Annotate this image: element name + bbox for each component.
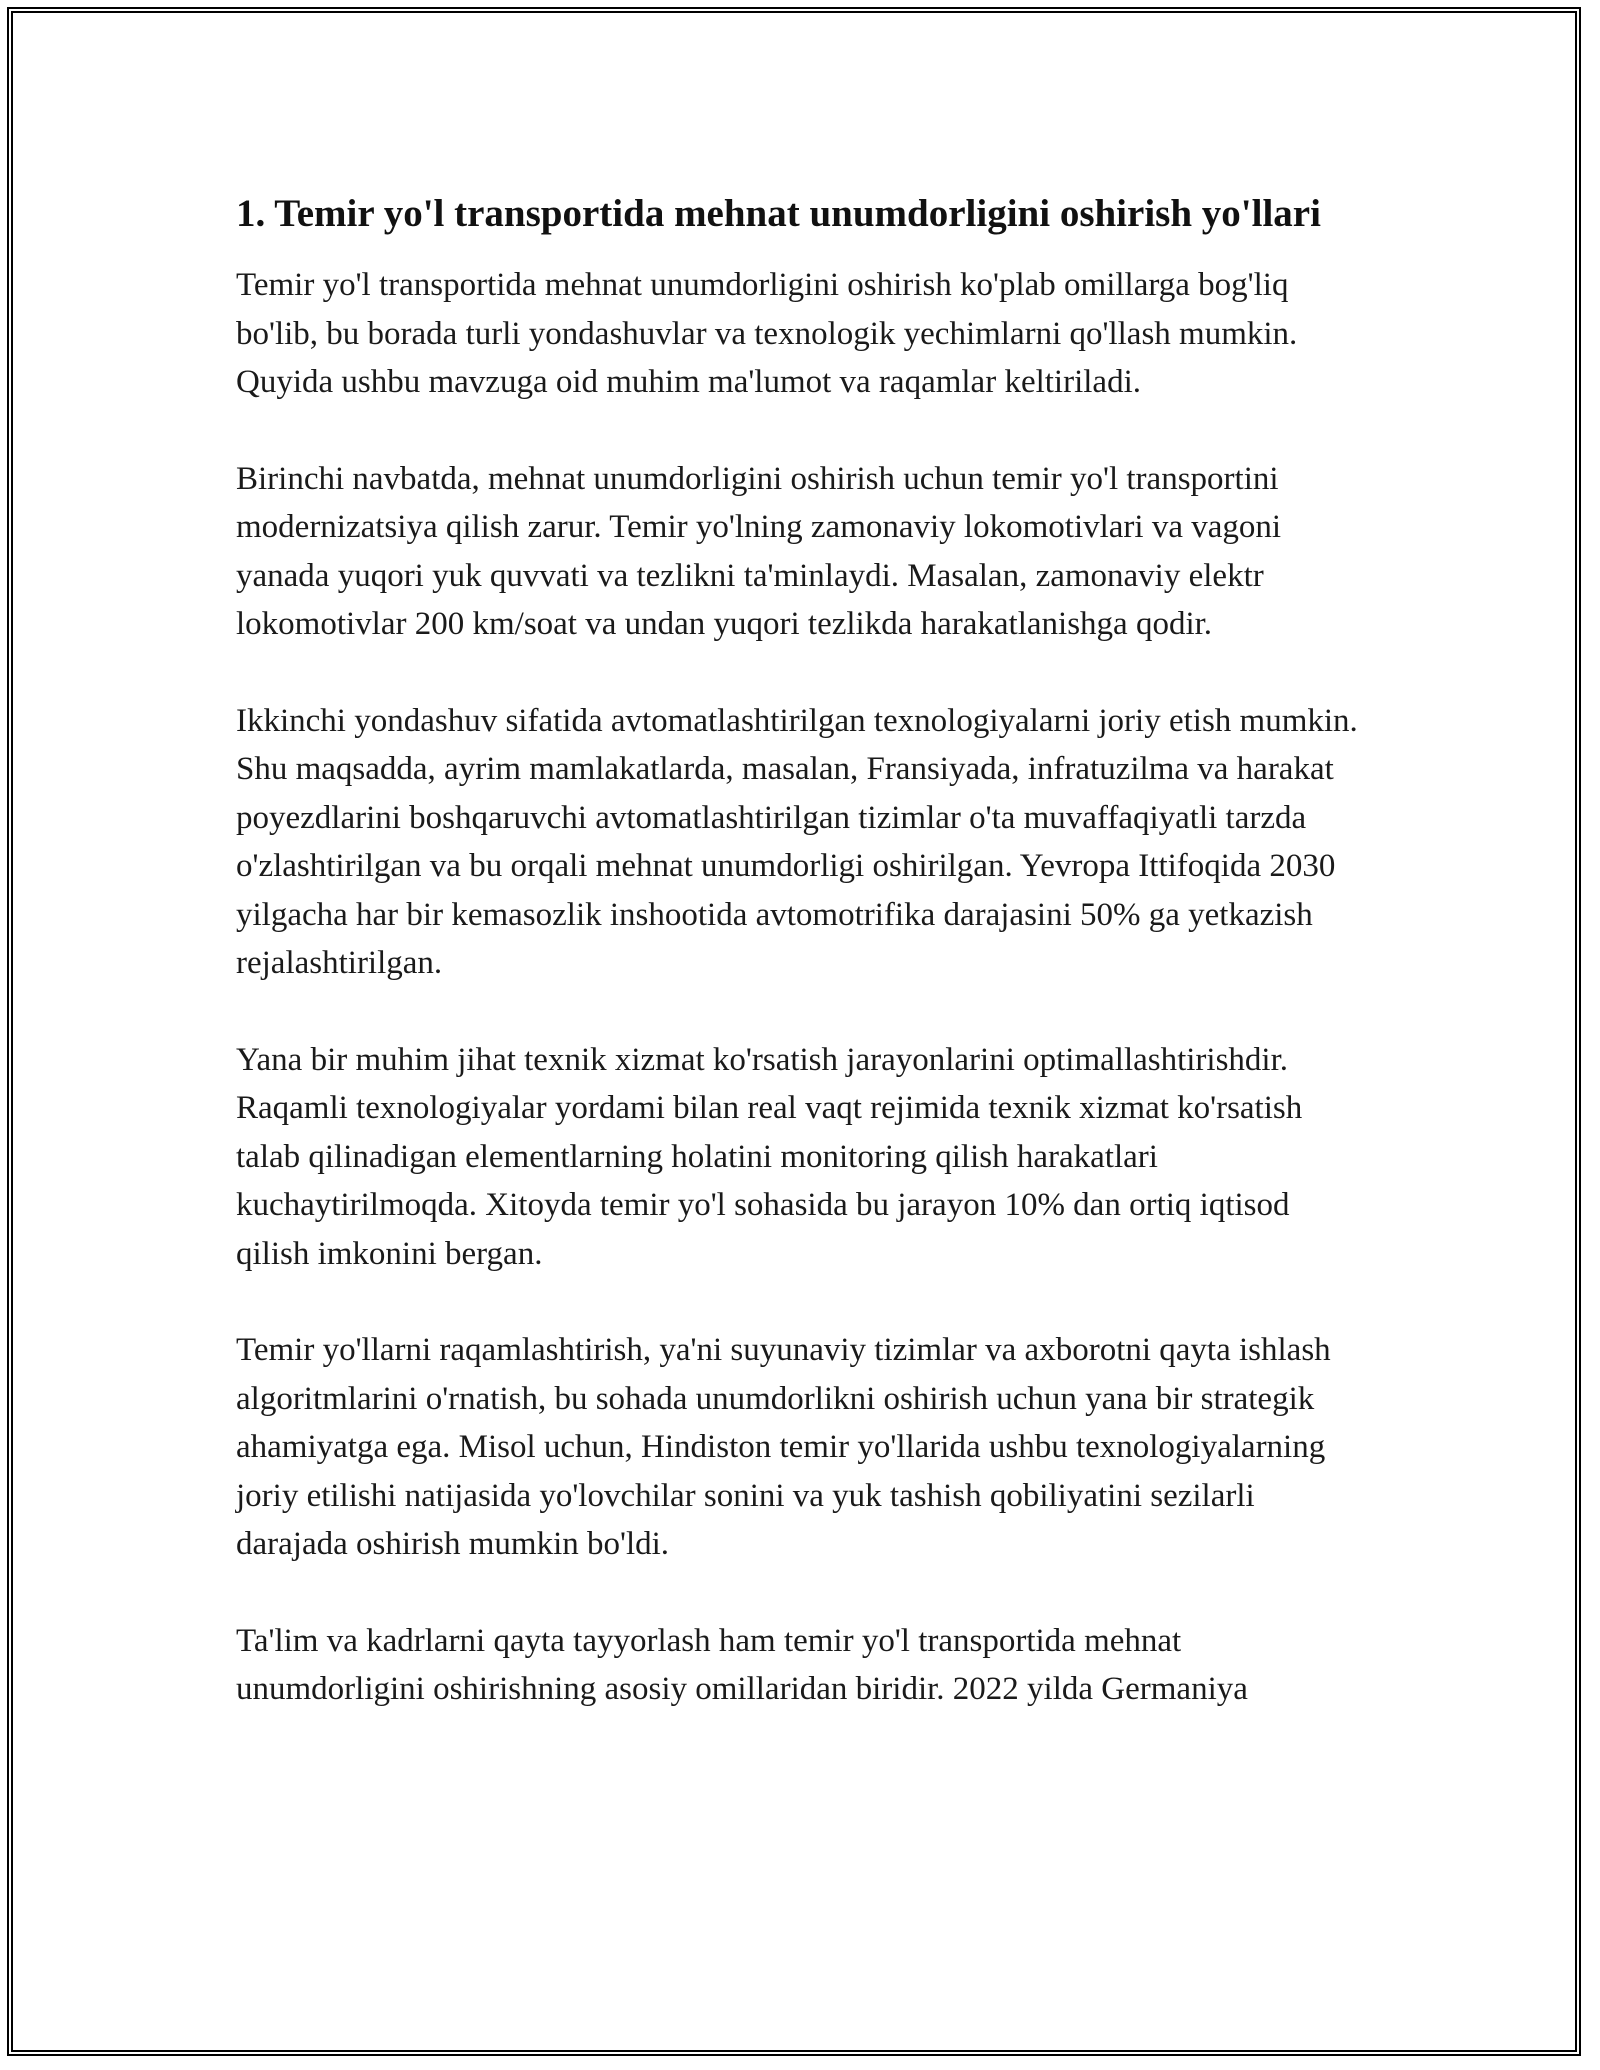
paragraph-modernization: Birinchi navbatda, mehnat unumdorligini oshirish uchun temir yo'l transportini modernizatsiya qilish zarur. Temir yo'lning zamonaviy lokomotivlari va vagoni yanada yuqori yuk quvvati va tezlikni ta'minlaydi. Masalan, zamonaviy elektr lokomotivlar 200 km/soat va undan yuqori tezlikda harakatlanishga qodir. [236, 460, 1282, 642]
paragraph-automation: Ikkinchi yondashuv sifatida avtomatlashtirilgan texnologiyalarni joriy etish mumkin. Shu maqsadda, ayrim mamlakatlarda, masalan, Fransiyada, infratuzilma va harakat poyezdlarini boshqaruvchi avtomatlashtirilgan tizimlar o'ta muvaffaqiyatli tarzda o'zlashtirilgan va bu orqali mehnat unumdorligi oshirilgan. Yevropa Ittifoqida 2030 yilgacha har bir kemasozlik inshootida avtomotrifika darajasini 50% ga yetkazish rejalashtirilgan. [236, 702, 1358, 981]
paragraph-maintenance: Yana bir muhim jihat texnik xizmat ko'rsatish jarayonlarini optimallashtirishdir. Raqamli texnologiyalar yordami bilan real vaqt rejimida texnik xizmat ko'rsatish talab qilinadigan elementlarning holatini monitoring qilish harakatlari kuchaytirilmoqda. Xitoyda temir yo'l sohasida bu jarayon 10% dan ortiq iqtisod qilish imkonini bergan. [236, 1041, 1303, 1272]
paragraph-education: Ta'lim va kadrlarni qayta tayyorlash ham temir yo'l transportida mehnat unumdorligini oshirishning asosiy omillaridan biridir. 2022 yilda Germaniya [236, 1622, 1248, 1707]
document-body [236, 186, 1366, 1714]
paragraph-intro: Temir yo'l transportida mehnat unumdorligini oshirish ko'plab omillarga bog'liq bo'lib, bu borada turli yondashuvlar va texnologik yechimlarni qo'llash mumkin. Quyida ushbu mavzuga oid muhim ma'lumot va raqamlar keltiriladi. [236, 267, 1298, 400]
document-title: 1. Temir yo'l transportida mehnat unumdorligini oshirish yo'llari [236, 192, 1321, 235]
paragraph-digitalization: Temir yo'llarni raqamlashtirish, ya'ni suyunaviy tizimlar va axborotni qayta ishlash algoritmlarini o'rnatish, bu sohada unumdorlikni oshirish uchun yana bir strategik ahamiyatga ega. Misol uchun, Hindiston temir yo'llarida ushbu texnologiyalarning joriy etilishi natijasida yo'lovchilar sonini va yuk tashish qobiliyatini sezilarli darajada oshirish mumkin bo'ldi. [236, 1332, 1331, 1562]
